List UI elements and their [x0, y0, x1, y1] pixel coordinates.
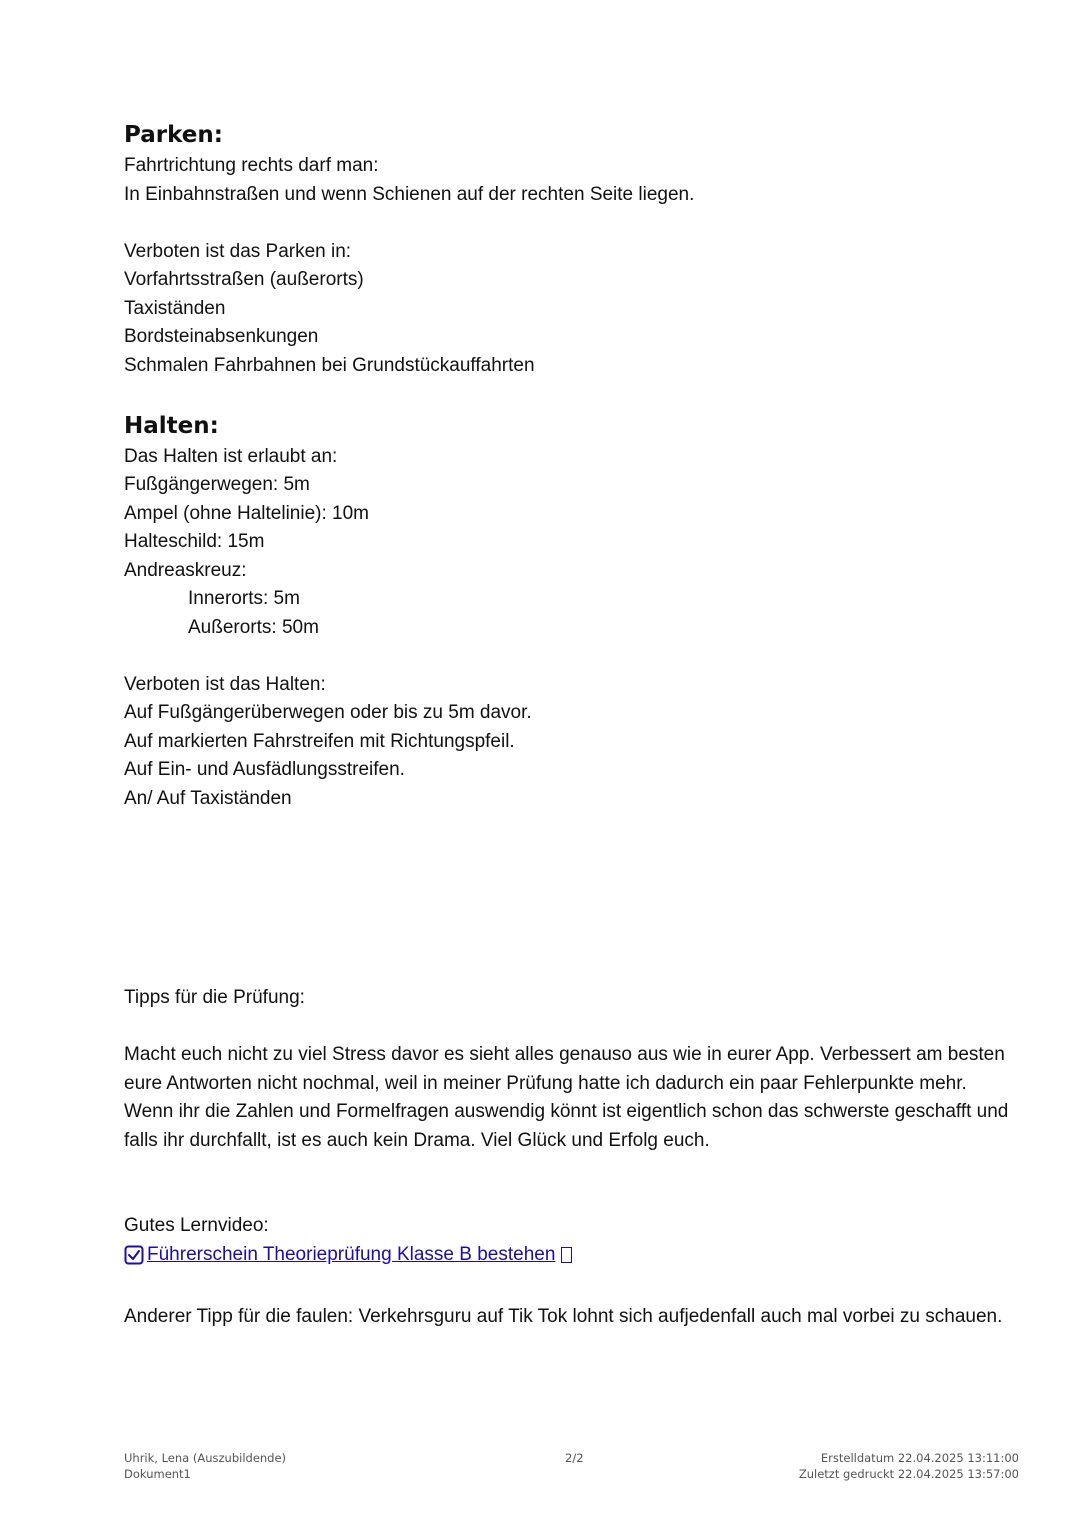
video-link-line — [124, 1241, 1024, 1275]
list-item: Taxiständen — [124, 297, 226, 319]
spacer — [124, 1013, 1024, 1042]
list-item: Auf markierten Fahrstreifen mit Richtungspfeil. — [124, 730, 515, 752]
list-item: Bordsteinabsenkungen — [124, 326, 319, 347]
spacer — [124, 642, 1024, 671]
document-page — [124, 118, 1024, 1331]
halten-verboten-intro: Verboten ist das Halten: — [124, 673, 326, 695]
footer-page-number: 2/2 — [565, 1451, 584, 1465]
footer-created: Erstelldatum 22.04.2025 13:11:00 — [820, 1451, 1019, 1465]
parken-verboten-intro: Verboten ist das Parken in: — [124, 240, 352, 262]
footer-author: Uhrik, Lena (Auszubildende) — [124, 1451, 287, 1465]
list-item: Auf Ein- und Ausfädlungsstreifen. — [124, 759, 405, 780]
video-link-text: Führerschein Theorieprüfung Klasse B bestehen — [147, 1243, 556, 1265]
section-heading-parken: Parken: — [124, 122, 223, 148]
footer-right — [799, 1450, 1019, 1482]
section-heading-halten: Halten: — [124, 412, 219, 439]
tipps-paragraph-1: Macht euch nicht zu viel Stress davor es sieht alles genauso aus wie in eurer App. Verbessert am besten eure Antworten nicht nochmal, weil in meiner Prüfung hatte ich dadurch ein paar Fehlerpunkte mehr. — [124, 1044, 1005, 1094]
footer-printed: Zuletzt gedruckt 22.04.2025 13:57:00 — [798, 1467, 1019, 1481]
spacer — [124, 813, 1024, 984]
spacer — [124, 1155, 1024, 1184]
spacer — [124, 1184, 1024, 1213]
parken-rechts-detail: In Einbahnstraßen und wenn Schienen auf der rechten Seite liegen. — [124, 183, 695, 205]
spacer — [124, 1274, 1024, 1303]
tipps-paragraph-2: Wenn ihr die Zahlen und Formelfragen auswendig könnt ist eigentlich schon das schwerste geschafft und falls ihr durchfallt, ist es auch kein Drama. Viel Glück und Erfolg euch. — [124, 1101, 1009, 1151]
tipps-heading: Tipps für die Prüfung: — [124, 987, 305, 1008]
spacer — [124, 209, 1024, 238]
extra-tip: Anderer Tipp für die faulen: Verkehrsguru auf Tik Tok lohnt sich aufjedenfall auch mal vorbei zu schauen. — [124, 1305, 1003, 1327]
list-item: Halteschild: 15m — [124, 531, 265, 552]
halten-erlaubt-intro: Das Halten ist erlaubt an: — [124, 445, 338, 467]
spacer — [124, 380, 1024, 409]
missing-glyph-icon — [561, 1247, 572, 1263]
list-subitem: Außerorts: 50m — [188, 616, 319, 638]
checkbox-checked-icon — [124, 1245, 144, 1265]
list-item: An/ Auf Taxiständen — [124, 787, 292, 809]
video-link[interactable] — [124, 1241, 572, 1270]
footer-document: Dokument1 — [124, 1467, 191, 1481]
list-item: Ampel (ohne Haltelinie): 10m — [124, 502, 370, 524]
list-item: Auf Fußgängerüberwegen oder bis zu 5m davor. — [124, 702, 532, 723]
list-item: Schmalen Fahrbahnen bei Grundstückauffahrten — [124, 354, 535, 376]
footer-left — [124, 1450, 286, 1482]
list-item: Vorfahrtsstraßen (außerorts) — [124, 269, 364, 290]
list-item: Andreaskreuz: — [124, 559, 247, 581]
list-subitem: Innerorts: 5m — [188, 588, 300, 609]
list-item: Fußgängerwegen: 5m — [124, 474, 310, 495]
video-intro: Gutes Lernvideo: — [124, 1215, 269, 1236]
parken-rechts-intro: Fahrtrichtung rechts darf man: — [124, 155, 379, 176]
